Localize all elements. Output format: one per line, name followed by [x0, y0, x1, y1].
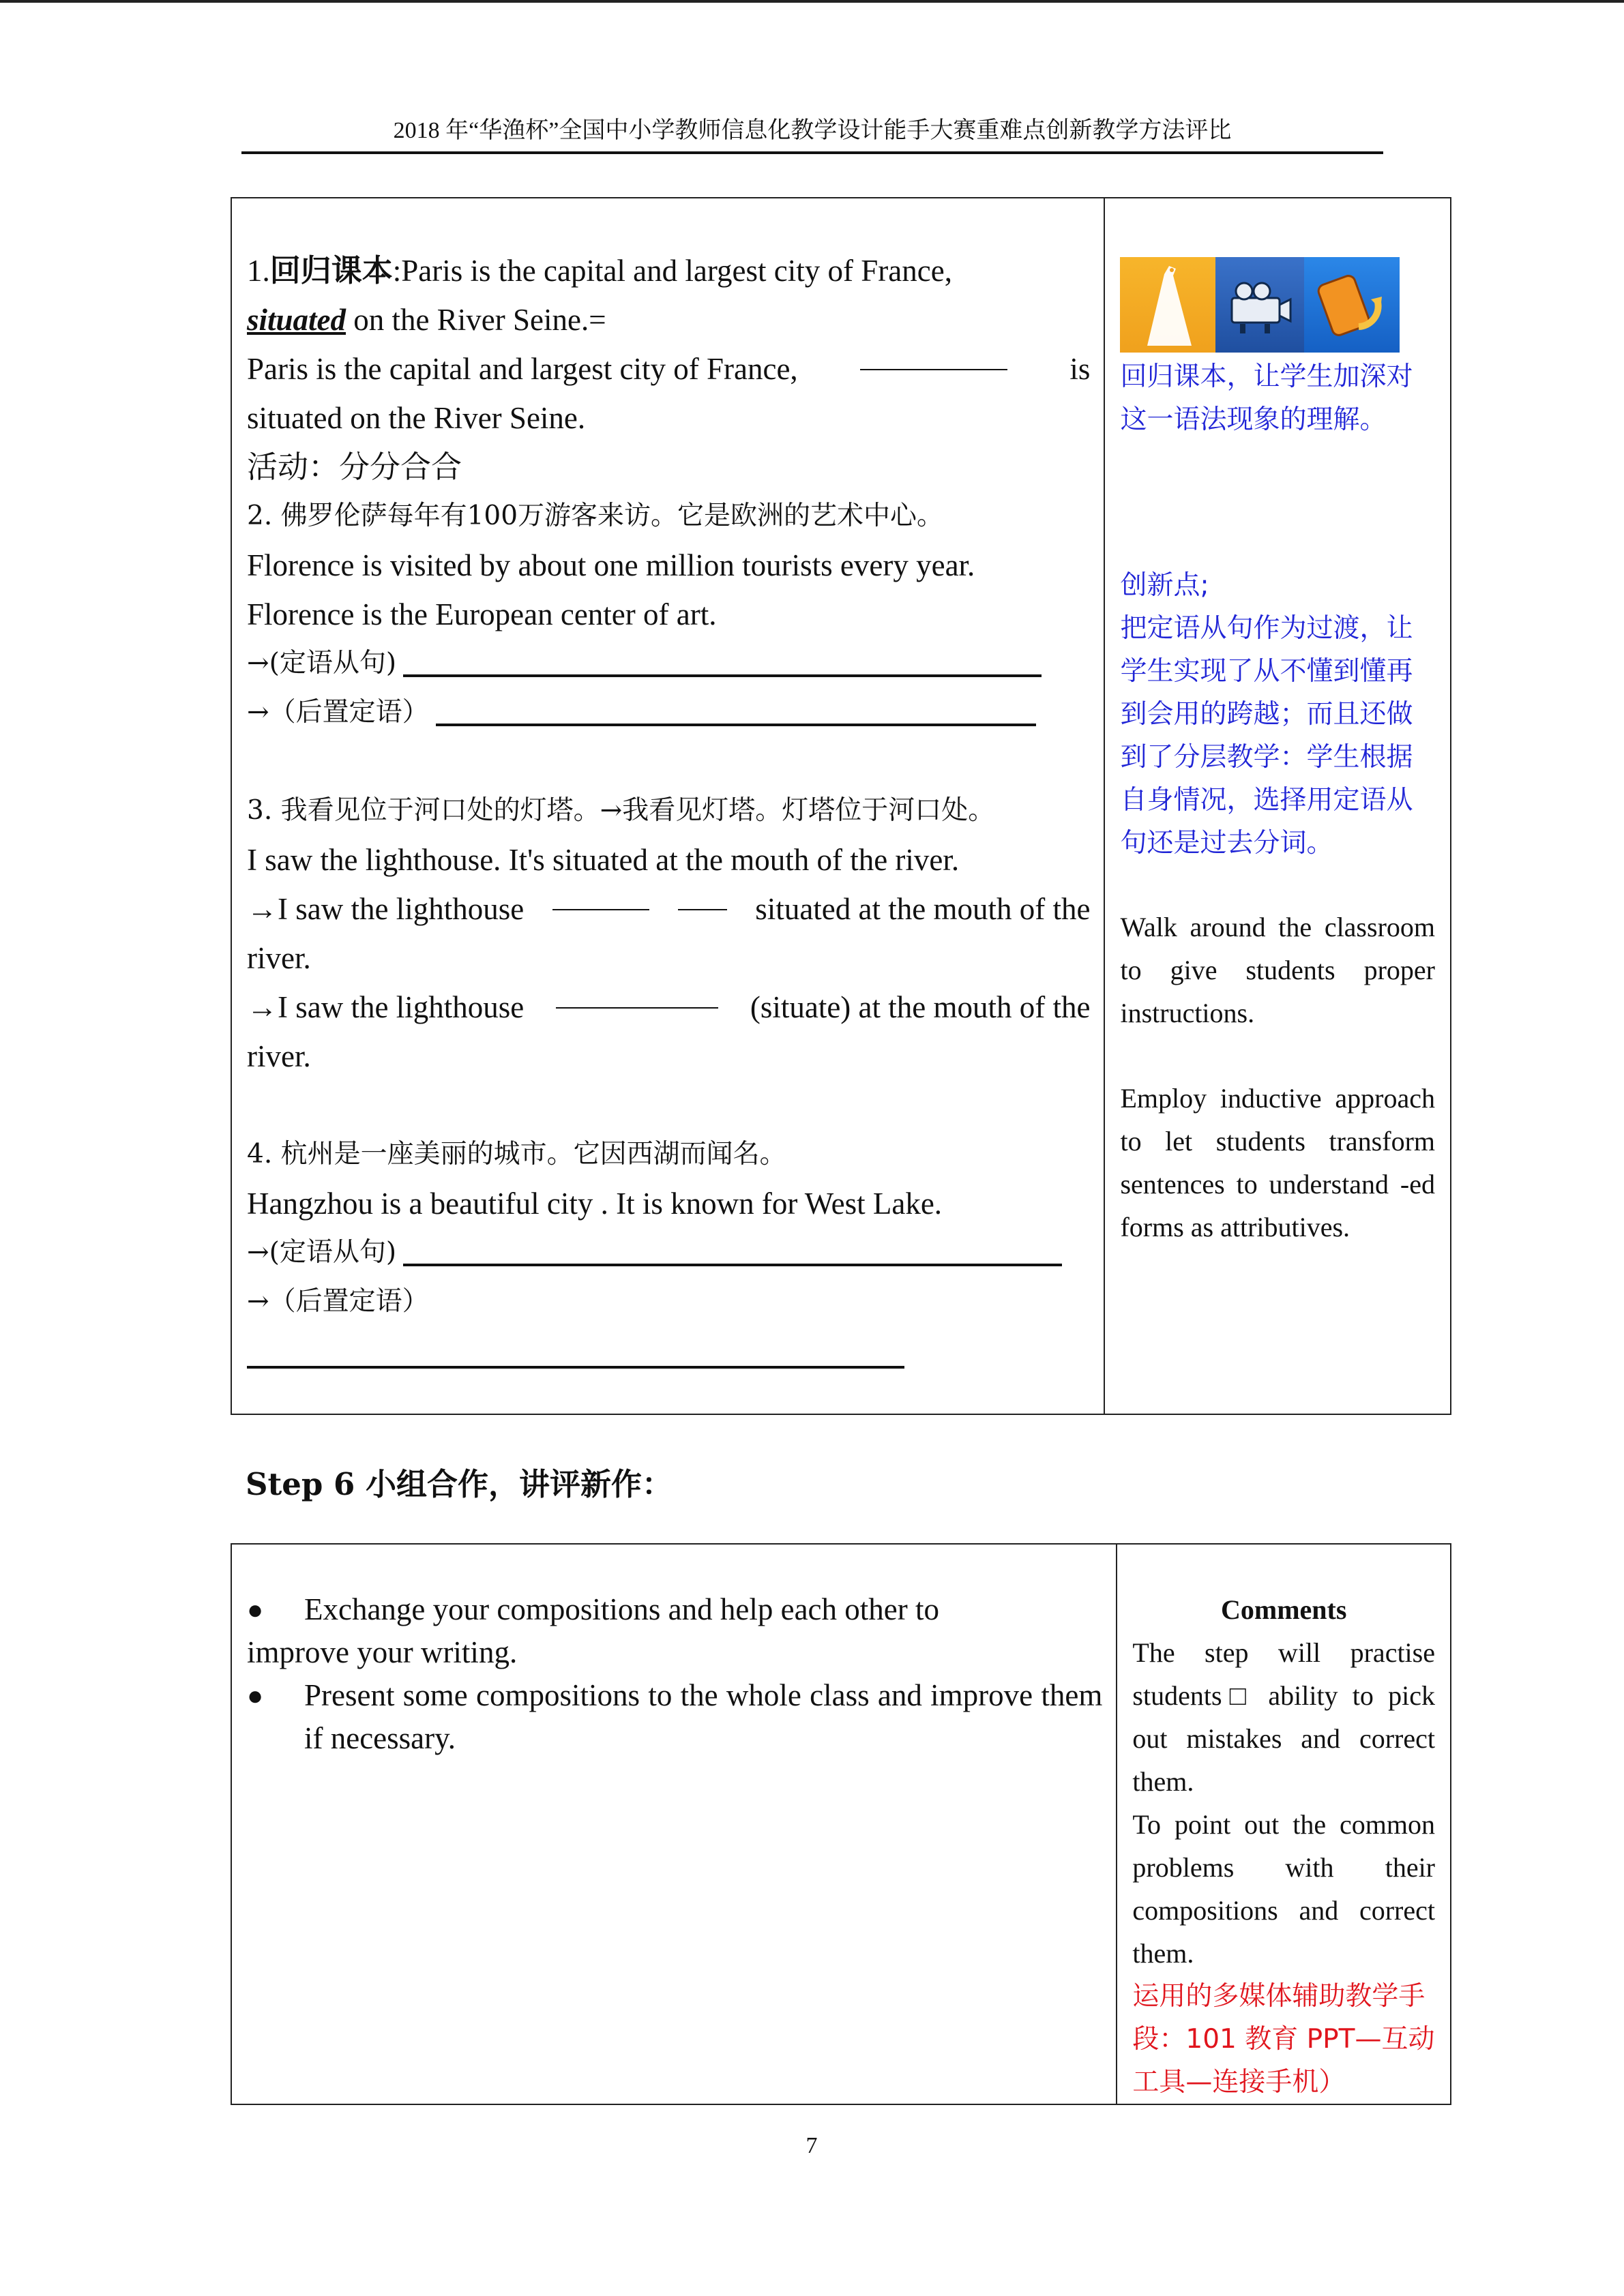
page-header: 2018 年“华渔杯”全国中小学教师信息化教学设计能手大赛重难点创新教学方法评比	[241, 115, 1383, 154]
item1-line2: situated on the River Seine.=	[247, 303, 606, 337]
bullet-item-cont: improve your writing.	[247, 1635, 518, 1669]
item3-line-b-end: river.	[247, 1039, 311, 1073]
comments-text-2: To point out the common problems with their compositions and correct them.	[1132, 1809, 1435, 1969]
item3-line-a-end: river.	[247, 941, 311, 975]
answer-line[interactable]	[403, 1264, 1062, 1266]
item3-chinese: 3. 我看见位于河口处的灯塔。→我看见灯塔。灯塔位于河口处。	[247, 795, 995, 826]
comments-title: Comments	[1220, 1594, 1347, 1625]
bullet-icon: ●	[247, 1594, 264, 1625]
note-walk-around: Walk around the classroom to give students proper instructions.	[1120, 912, 1435, 1028]
answer-blank[interactable]	[678, 884, 727, 910]
item4-chinese: 4. 杭州是一座美丽的城市。它因西湖而闻名。	[247, 1139, 786, 1169]
answer-blank[interactable]	[860, 344, 1007, 370]
grammar-exercise-cell	[231, 198, 1104, 1414]
activity-label: 活动：分分合合	[247, 449, 462, 485]
bullet-item: ● Exchange your compositions and help each other to	[247, 1588, 1102, 1631]
item3-line-a: →I saw the lighthouse situated at the mouth of the	[247, 884, 1090, 934]
note-inductive: Employ inductive approach to let students transform sentences to understand -ed forms as attributives.	[1120, 1083, 1435, 1242]
app-icons-strip	[1120, 257, 1400, 353]
giraffe-app-icon	[1120, 257, 1215, 353]
comments-cell	[1117, 1544, 1451, 2104]
lesson-table-grammar	[231, 197, 1451, 1415]
item1-line3: Paris is the capital and largest city of France, is	[247, 344, 1090, 393]
item1-line4: situated on the River Seine.	[247, 401, 586, 435]
lesson-table-step6	[231, 1543, 1451, 2105]
item1-label: 回归课本	[269, 252, 393, 288]
item4-en1: Hangzhou is a beautiful city . It is known for West Lake.	[247, 1187, 943, 1221]
multimedia-note: 运用的多媒体辅助教学手段：101 教育 PPT—互动工具—连接手机）	[1132, 1981, 1435, 2098]
item2-en2: Florence is the European center of art.	[247, 597, 717, 631]
item2-en1: Florence is visited by about one million tourists every year.	[247, 548, 975, 582]
item3-en1: I saw the lighthouse. It's situated at the mouth of the river.	[247, 843, 960, 877]
note-return-textbook: 回归课本，让学生加深对这一语法现象的理解。	[1120, 361, 1413, 435]
item1-line1: 1.回归课本:Paris is the capital and largest city of France,	[247, 252, 952, 288]
activity-cell	[231, 1544, 1117, 2104]
teaching-notes-cell	[1104, 198, 1451, 1414]
item3-line-b: →I saw the lighthouse (situate) at the mouth of the	[247, 983, 1090, 1032]
projector-app-icon	[1215, 257, 1304, 353]
item2-arrow1: →(定语从句)	[247, 639, 1090, 688]
item4-arrow1: →(定语从句)	[247, 1228, 1090, 1277]
answer-line[interactable]	[403, 674, 1042, 677]
page-top-border	[0, 0, 1624, 3]
item2-chinese: 2. 佛罗伦萨每年有100万游客来访。它是欧洲的艺术中心。	[247, 501, 944, 531]
innovation-body: 把定语从句作为过渡，让学生实现了从不懂到懂再到会用的跨越；而且还做到了分层教学：学生根据自身情况，选择用定语从句还是过去分词。	[1120, 613, 1413, 859]
page-number: 7	[806, 2133, 818, 2158]
situated-highlight: situated	[247, 303, 346, 337]
step6-heading: Step 6 小组合作，讲评新作：	[246, 1466, 673, 1502]
answer-line[interactable]	[436, 724, 1036, 726]
bullet-icon: ●	[247, 1680, 264, 1711]
answer-blank[interactable]	[552, 884, 649, 910]
innovation-title: 创新点;	[1120, 570, 1209, 601]
rotate-app-icon	[1304, 257, 1400, 353]
answer-line[interactable]	[247, 1326, 904, 1369]
item4-arrow2: →（后置定语）	[247, 1286, 429, 1317]
answer-blank[interactable]	[556, 983, 718, 1009]
item2-arrow2: →（后置定语）	[247, 688, 1090, 737]
comments-text-1: The step will practise students□ ability to pick out mistakes and correct them.	[1132, 1637, 1435, 1797]
bullet-item: ● Present some compositions to the whole class and improve them if necessary.	[247, 1674, 1102, 1760]
